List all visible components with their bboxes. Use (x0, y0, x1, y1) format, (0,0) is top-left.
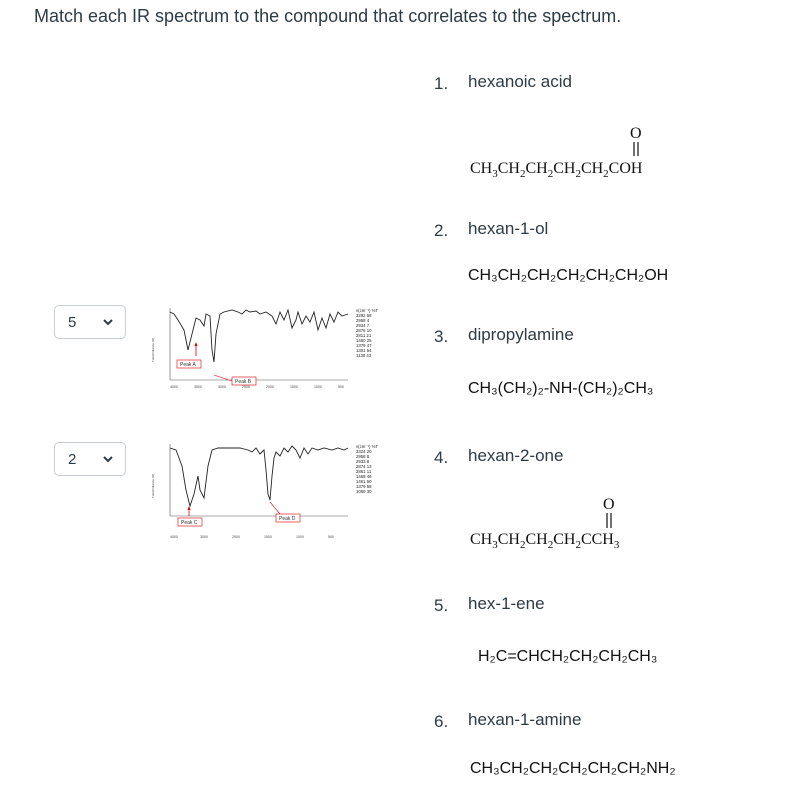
formula-hexan-1-ol: CH₃CH₂CH₂CH₂CH₂CH₂OH (468, 267, 669, 284)
table-row: 1468 46 (356, 474, 372, 479)
x-tick: 1500 (264, 535, 272, 539)
answer-name: dipropylamine (468, 325, 574, 344)
x-tick: 2000 (232, 535, 240, 539)
svg-text:Transmittance (%): Transmittance (%) (151, 337, 155, 362)
ir-spectrum-1 (148, 300, 386, 408)
formula-dipropylamine: CH₃(CH₂)₂-NH-(CH₂)₂CH₃ (468, 380, 654, 397)
peak-label: Peak D (279, 516, 296, 522)
svg-text:CH3CH2CH2CH2CH2COH: $CH_3CH_2CH_2CH_2CH_2COH$ (470, 160, 643, 180)
table-row: 1301 64 (356, 348, 372, 353)
table-row: 2874 13 (356, 464, 372, 469)
table-row: 1379 58 (356, 484, 372, 489)
answer-number: 4. (434, 448, 449, 467)
answer-name: hexan-1-amine (468, 710, 582, 729)
x-tick: 4000 (170, 385, 178, 389)
svg-text:O: O (630, 125, 642, 142)
answer-number: 3. (434, 327, 449, 346)
answer-select-spectrum-2[interactable] (54, 442, 126, 476)
structure-hexanoic-acid (470, 120, 690, 180)
x-tick: 2000 (266, 385, 274, 389)
answer-number: 2. (434, 221, 449, 240)
x-tick: 3000 (200, 535, 208, 539)
table-row: 1069 30 (356, 489, 372, 494)
answer-number: 5. (434, 596, 449, 615)
table-row: 2958 8 (356, 454, 370, 459)
answer-select-spectrum-1[interactable] (54, 305, 126, 339)
select-value: 2 (68, 450, 77, 468)
question-text: Match each IR spectrum to the compound that correlates to the spectrum. (34, 6, 622, 26)
answer-number: 1. (434, 74, 449, 93)
table-row: 1130 43 (356, 353, 372, 358)
chevron-down-icon (101, 315, 115, 329)
x-tick: 500 (328, 535, 334, 539)
x-tick: 3500 (194, 385, 202, 389)
table-row: 2934 7 (356, 323, 370, 328)
table-row: 2876 10 (356, 328, 372, 333)
answer-name: hexan-2-one (468, 446, 564, 465)
table-row: 3292 58 (356, 313, 372, 318)
peak-label: Peak A (180, 362, 196, 368)
table-row: 2861 11 (356, 469, 372, 474)
table-row: 1379 47 (356, 343, 372, 348)
table-row: 2958 4 (356, 318, 370, 323)
answer-name: hex-1-ene (468, 594, 545, 613)
ir-spectrum-2 (148, 436, 386, 544)
peak-label: Peak C (181, 520, 198, 526)
table-row: 2811 21 (356, 333, 372, 338)
table-row: 3324 20 (356, 449, 372, 454)
answer-number: 6. (434, 712, 449, 731)
x-tick: 3000 (218, 385, 226, 389)
x-tick: 1000 (314, 385, 322, 389)
x-tick: 2500 (242, 385, 250, 389)
answer-name: hexan-1-ol (468, 219, 549, 238)
table-row: 1461 50 (356, 479, 372, 484)
chevron-down-icon (101, 452, 115, 466)
formula-hex-1-ene: H₂C=CHCH₂CH₂CH₂CH₃ (478, 648, 658, 665)
svg-text:CH3CH2CH2CH2CCH3: $CH_3CH_2CH_2CH_2CCH_3$ (470, 531, 620, 551)
table-row: 2933 8 (356, 459, 370, 464)
table-row: 1460 25 (356, 338, 372, 343)
structure-hexan-2-one (470, 495, 670, 555)
table-header: ν(cm⁻¹) %T (356, 308, 379, 313)
formula-hexan-1-amine: CH₃CH₂CH₂CH₂CH₂CH₂NH₂ (470, 760, 676, 777)
svg-text:O: O (603, 496, 615, 513)
select-value: 5 (68, 313, 77, 331)
x-tick: 500 (338, 385, 344, 389)
table-header: ν(cm⁻¹) %T (356, 444, 379, 449)
peak-label: Peak B (235, 379, 252, 385)
x-tick: 4000 (170, 535, 178, 539)
svg-text:Transmittance (%): Transmittance (%) (151, 473, 155, 498)
x-tick: 1500 (290, 385, 298, 389)
answer-name: hexanoic acid (468, 72, 572, 91)
x-tick: 1000 (296, 535, 304, 539)
